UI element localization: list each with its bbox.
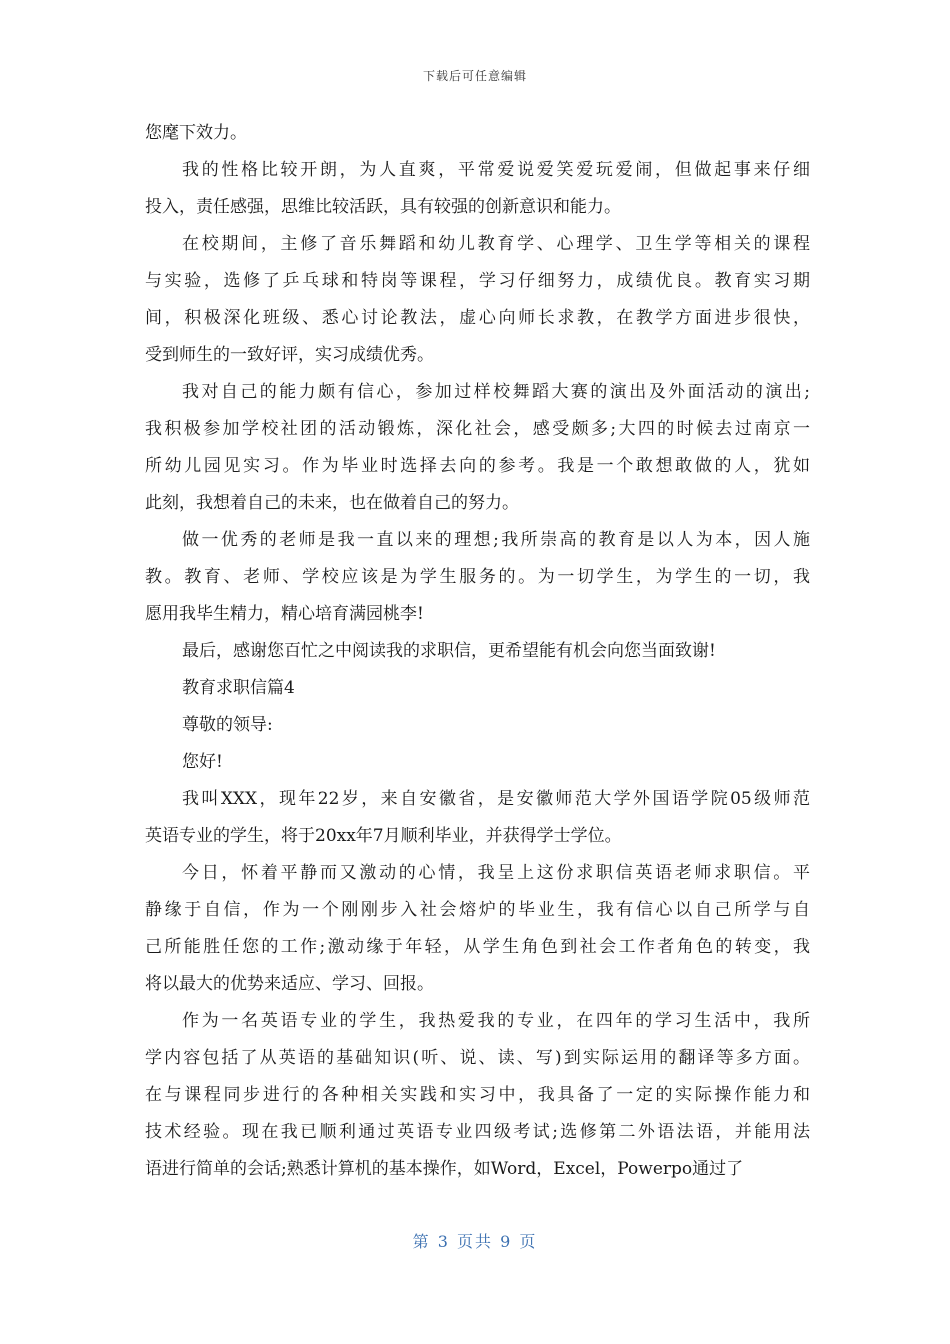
paragraph: [145, 781, 810, 855]
text-line: 投入，责任感强，思维比较活跃，具有较强的创新意识和能力。: [145, 197, 621, 217]
text-line: 我积极参加学校社团的活动锻炼，深化社会，感受颇多;大四的时候去过南京一: [145, 419, 810, 439]
text-line: 我对自己的能力颇有信心，参加过样校舞蹈大赛的演出及外面活动的演出;: [182, 382, 810, 402]
paragraph: [145, 633, 810, 670]
text-line: 作为一名英语专业的学生，我热爱我的专业，在四年的学习生活中，我所: [182, 1011, 810, 1031]
text-line: 在与课程同步进行的各种相关实践和实习中，我具备了一定的实际操作能力和: [145, 1085, 810, 1105]
text-line: 学内容包括了从英语的基础知识(听、说、读、写)到实际运用的翻译等多方面。: [145, 1048, 810, 1068]
text-line: 我叫XXX，现年22岁，来自安徽省，是安徽师范大学外国语学院05级师范: [182, 789, 810, 809]
text-line: 受到师生的一致好评，实习成绩优秀。: [145, 345, 434, 365]
text-line: 将以最大的优势来适应、学习、回报。: [145, 974, 434, 994]
text-line: 尊敬的领导:: [182, 715, 273, 735]
text-line: 静缘于自信，作为一个刚刚步入社会熔炉的毕业生，我有信心以自己所学与自: [145, 900, 810, 920]
text-line: 教育求职信篇4: [182, 678, 295, 698]
text-line: 间，积极深化班级、悉心讨论教法，虚心向师长求教，在教学方面进步很快，: [145, 308, 810, 328]
text-line: 在校期间，主修了音乐舞蹈和幼儿教育学、心理学、卫生学等相关的课程: [182, 234, 810, 254]
text-line: 己所能胜任您的工作;激动缘于年轻，从学生角色到社会工作者角色的转变，我: [145, 937, 810, 957]
text-line: 我的性格比较开朗，为人直爽，平常爱说爱笑爱玩爱闹，但做起事来仔细: [182, 160, 810, 180]
text-line: 此刻，我想着自己的未来，也在做着自己的努力。: [145, 493, 519, 513]
paragraph: [145, 670, 810, 707]
text-line: 教。教育、老师、学校应该是为学生服务的。为一切学生，为学生的一切，我: [145, 567, 810, 587]
paragraph: [145, 707, 810, 744]
text-line: 技术经验。现在我已顺利通过英语专业四级考试;选修第二外语法语，并能用法: [145, 1122, 810, 1142]
paragraph: [145, 226, 810, 374]
text-line: 今日，怀着平静而又激动的心情，我呈上这份求职信英语老师求职信。平: [182, 863, 810, 883]
text-line: 您麾下效力。: [145, 123, 247, 143]
text-line: 做一优秀的老师是我一直以来的理想;我所崇高的教育是以人为本，因人施: [182, 530, 810, 550]
text-line: 所幼儿园见实习。作为毕业时选择去向的参考。我是一个敢想敢做的人，犹如: [145, 456, 810, 476]
paragraph: [145, 522, 810, 633]
paragraph: [145, 152, 810, 226]
text-line: 英语专业的学生，将于20xx年7月顺利毕业，并获得学士学位。: [145, 826, 622, 846]
text-line: 最后，感谢您百忙之中阅读我的求职信，更希望能有机会向您当面致谢!: [182, 641, 716, 661]
paragraph: [145, 744, 810, 781]
text-line: 与实验，选修了乒乓球和特岗等课程，学习仔细努力，成绩优良。教育实习期: [145, 271, 810, 291]
paragraph: [145, 855, 810, 1003]
paragraph: [145, 374, 810, 522]
page-header: 下载后可任意编辑: [422, 69, 527, 83]
document-body: [145, 115, 810, 1188]
text-line: 语进行简单的会话;熟悉计算机的基本操作，如Word，Excel，Powerpo通过了: [145, 1159, 744, 1179]
text-line: 愿用我毕生精力，精心培育满园桃李!: [145, 604, 424, 624]
text-line: 您好!: [182, 752, 223, 772]
paragraph: [145, 115, 810, 152]
paragraph: [145, 1003, 810, 1188]
page-number-footer: 第 3 页共 9 页: [412, 1232, 538, 1251]
